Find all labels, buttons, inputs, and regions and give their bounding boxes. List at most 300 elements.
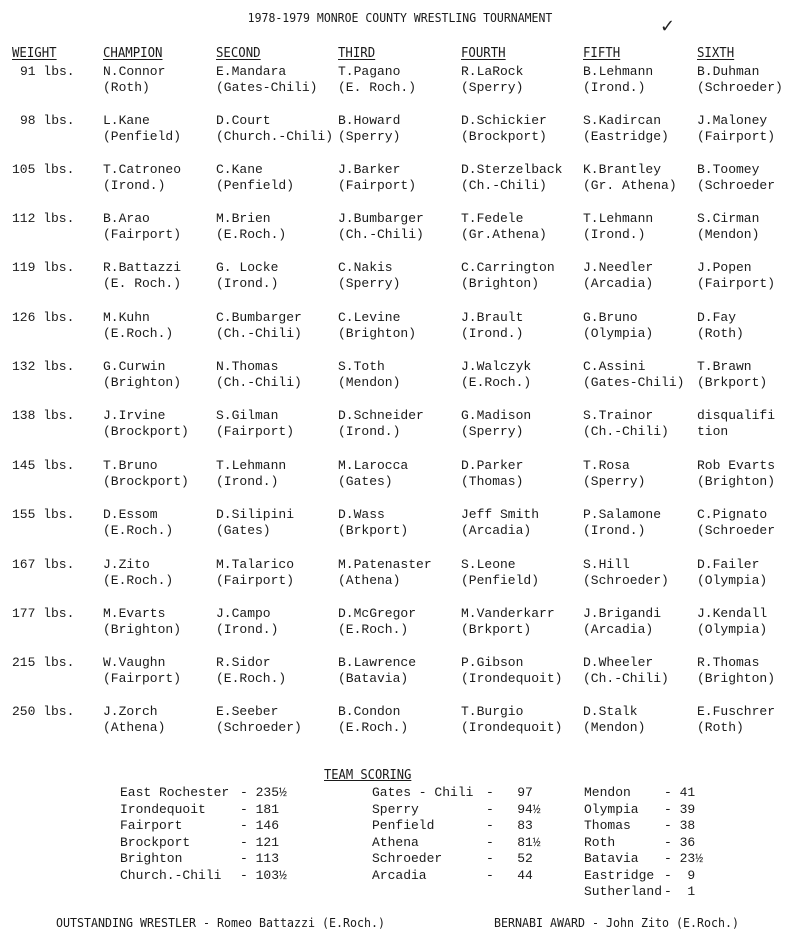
wrestler-name: Jeff Smith xyxy=(461,507,540,522)
wrestler-team: (E.Roch.) xyxy=(216,227,287,242)
weight-class: 132 lbs. xyxy=(12,359,75,374)
wrestler-name: D.Silipini xyxy=(216,507,295,522)
wrestler-team: (Brighton) xyxy=(338,326,417,341)
weight-class: 105 lbs. xyxy=(12,162,75,177)
wrestler-name: J.Barker xyxy=(338,162,401,177)
weight-class-row xyxy=(0,408,800,448)
wrestler-name: B.Arao xyxy=(103,211,150,226)
team-score: - 41 xyxy=(664,785,696,800)
wrestler-team: (Brighton) xyxy=(697,474,776,489)
place-third xyxy=(338,704,408,736)
wrestler-team: (Brockport) xyxy=(103,424,189,439)
wrestler-team: (Penfield) xyxy=(216,178,295,193)
place-fourth xyxy=(461,704,562,736)
place-champion xyxy=(103,606,181,638)
wrestler-team: (E.Roch.) xyxy=(338,720,409,735)
team-score-entry xyxy=(584,884,784,901)
wrestler-team: (Irond.) xyxy=(103,178,166,193)
wrestler-team: (E.Roch.) xyxy=(103,523,174,538)
wrestler-name: S.Cirman xyxy=(697,211,760,226)
wrestler-team: (Ch.-Chili) xyxy=(216,326,302,341)
place-third xyxy=(338,408,424,440)
place-fourth xyxy=(461,458,523,490)
wrestler-team: (Irond.) xyxy=(461,326,524,341)
wrestler-team: (Schroeder xyxy=(697,523,776,538)
place-sixth xyxy=(697,113,775,145)
team-score: - 235½ xyxy=(240,785,287,800)
wrestler-team: (Sperry) xyxy=(461,80,524,95)
place-sixth xyxy=(697,408,775,440)
team-score-entry xyxy=(372,802,572,819)
wrestler-name: T.Rosa xyxy=(583,458,630,473)
document-title: 1978-1979 MONROE COUNTY WRESTLING TOURNAMENT xyxy=(247,10,553,25)
team-score: - 36 xyxy=(664,834,696,850)
wrestler-name: R.LaRock xyxy=(461,64,524,79)
wrestler-name: J.Kendall xyxy=(697,606,768,621)
wrestler-team: (E.Roch.) xyxy=(103,573,174,588)
place-fourth xyxy=(461,64,523,96)
place-fourth xyxy=(461,359,531,391)
team-score: - 23½ xyxy=(664,851,704,866)
wrestler-team: (Arcadia) xyxy=(583,622,654,637)
wrestler-name: T.Brawn xyxy=(697,359,752,374)
place-fifth xyxy=(583,704,645,736)
weight-class: 167 lbs. xyxy=(12,557,75,572)
wrestler-name: P.Gibson xyxy=(461,655,524,670)
team-name: Fairport xyxy=(120,818,183,833)
place-champion xyxy=(103,704,165,736)
column-header-fifth: FIFTH xyxy=(583,46,621,61)
weight-class-row xyxy=(0,655,800,695)
wrestler-name: B.Lawrence xyxy=(338,655,417,670)
place-champion xyxy=(103,310,173,342)
wrestler-team: (Irond.) xyxy=(583,227,646,242)
wrestler-team: (Irondequoit) xyxy=(461,671,563,686)
team-name: Thomas xyxy=(584,818,631,833)
wrestler-name: disqualifi xyxy=(697,408,776,423)
wrestler-team: (E. Roch.) xyxy=(103,276,182,291)
weight-class: 98 lbs. xyxy=(20,113,75,128)
wrestler-name: J.Zorch xyxy=(103,704,158,719)
team-score-entry xyxy=(120,835,320,852)
place-champion xyxy=(103,211,181,243)
wrestler-name: M.Larocca xyxy=(338,458,409,473)
place-champion xyxy=(103,507,173,539)
wrestler-team: (Brighton) xyxy=(697,671,776,686)
place-fourth xyxy=(461,310,523,342)
place-champion xyxy=(103,64,165,96)
wrestler-team: (Fairport) xyxy=(216,424,295,439)
place-fifth xyxy=(583,310,653,342)
wrestler-name: J.Popen xyxy=(697,260,752,275)
place-second xyxy=(216,655,286,687)
team-scoring-column xyxy=(372,785,572,884)
wrestler-name: C.Nakis xyxy=(338,260,393,275)
wrestler-name: T.Bruno xyxy=(103,458,158,473)
wrestler-team: (Sperry) xyxy=(338,276,401,291)
place-second xyxy=(216,507,294,539)
wrestler-team: (Ch.-Chili) xyxy=(338,227,424,242)
wrestler-team: (Gates-Chili) xyxy=(216,80,318,95)
place-third xyxy=(338,310,416,342)
wrestler-team: (Brockport) xyxy=(461,129,547,144)
place-sixth xyxy=(697,655,775,687)
wrestler-name: J.Bumbarger xyxy=(338,211,424,226)
team-score: - 44 xyxy=(486,867,533,883)
wrestler-name: J.Brault xyxy=(461,310,524,325)
place-third xyxy=(338,211,424,243)
team-score: - 52 xyxy=(486,851,533,866)
wrestler-name: B.Condon xyxy=(338,704,401,719)
place-sixth xyxy=(697,606,767,638)
wrestler-name: S.Gilman xyxy=(216,408,279,423)
wrestler-team: (Brighton) xyxy=(461,276,540,291)
place-fifth xyxy=(583,655,669,687)
wrestler-team: (Olympia) xyxy=(697,573,768,588)
team-name: Brighton xyxy=(120,851,183,866)
place-fifth xyxy=(583,162,677,194)
place-fourth xyxy=(461,507,539,539)
place-fifth xyxy=(583,211,653,243)
team-score-entry xyxy=(584,818,784,835)
wrestler-name: D.Failer xyxy=(697,557,760,572)
wrestler-name: B.Duhman xyxy=(697,64,760,79)
wrestler-name: S.Kadircan xyxy=(583,113,662,128)
place-third xyxy=(338,162,416,194)
wrestler-team: (Penfield) xyxy=(103,129,182,144)
place-champion xyxy=(103,359,181,391)
wrestler-name: G.Curwin xyxy=(103,359,166,374)
wrestler-name: T.Lehmann xyxy=(583,211,654,226)
wrestler-name: N.Thomas xyxy=(216,359,279,374)
wrestler-name: D.Sterzelback xyxy=(461,162,563,177)
wrestler-name: M.Talarico xyxy=(216,557,295,572)
wrestler-name: G.Madison xyxy=(461,408,532,423)
wrestler-team: (Ch.-Chili) xyxy=(216,375,302,390)
team-score: - 97 xyxy=(486,785,533,800)
wrestler-name: Rob Evarts xyxy=(697,458,776,473)
place-fourth xyxy=(461,408,531,440)
team-score: - 1 xyxy=(664,884,696,899)
place-fifth xyxy=(583,507,661,539)
weight-class: 215 lbs. xyxy=(12,655,75,670)
wrestler-team: (Fairport) xyxy=(697,276,776,291)
weight-class-row xyxy=(0,359,800,399)
wrestler-name: M.Kuhn xyxy=(103,310,150,325)
team-score: - 83 xyxy=(486,818,533,833)
column-header-weight: WEIGHT xyxy=(12,46,57,61)
wrestler-name: C.Pignato xyxy=(697,507,768,522)
place-second xyxy=(216,359,302,391)
team-score-entry xyxy=(120,851,320,868)
wrestler-team: (E.Roch.) xyxy=(461,375,532,390)
place-third xyxy=(338,507,408,539)
wrestler-name: S.Hill xyxy=(583,557,630,572)
wrestler-name: M.Evarts xyxy=(103,606,166,621)
team-name: Mendon xyxy=(584,785,631,800)
team-name: Irondequoit xyxy=(120,801,206,817)
team-name: Sutherland xyxy=(584,884,663,899)
place-fourth xyxy=(461,655,562,687)
column-header-second: SECOND xyxy=(216,46,261,61)
place-sixth xyxy=(697,359,767,391)
place-fifth xyxy=(583,557,669,589)
wrestler-name: D.Essom xyxy=(103,507,158,522)
place-fourth xyxy=(461,113,547,145)
place-champion xyxy=(103,162,181,194)
place-fourth xyxy=(461,606,555,638)
team-name: Church.-Chili xyxy=(120,867,222,883)
wrestler-team: (Irondequoit) xyxy=(461,720,563,735)
wrestler-team: (Mendon) xyxy=(697,227,760,242)
wrestler-team: (Irond.) xyxy=(216,622,279,637)
wrestler-team: (Fairport) xyxy=(216,573,295,588)
wrestler-team: (Fairport) xyxy=(338,178,417,193)
team-name: Batavia xyxy=(584,851,639,866)
wrestler-name: B.Toomey xyxy=(697,162,760,177)
wrestler-name: J.Brigandi xyxy=(583,606,662,621)
weight-class-row xyxy=(0,557,800,597)
place-champion xyxy=(103,260,181,292)
wrestler-name: R.Thomas xyxy=(697,655,760,670)
team-score-entry xyxy=(584,851,784,868)
place-second xyxy=(216,704,302,736)
place-sixth xyxy=(697,704,775,736)
wrestler-name: L.Kane xyxy=(103,113,150,128)
wrestler-team: (Gr.Athena) xyxy=(461,227,547,242)
place-champion xyxy=(103,557,173,589)
wrestler-name: D.McGregor xyxy=(338,606,417,621)
wrestler-team: (Fairport) xyxy=(103,671,182,686)
place-fifth xyxy=(583,260,653,292)
weight-class: 112 lbs. xyxy=(12,211,75,226)
wrestler-team: (Penfield) xyxy=(461,573,540,588)
team-name: Athena xyxy=(372,834,419,850)
wrestler-team: tion xyxy=(697,424,729,439)
weight-class-row xyxy=(0,64,800,104)
place-champion xyxy=(103,655,181,687)
team-score-entry xyxy=(120,785,320,802)
wrestler-team: (Brighton) xyxy=(103,622,182,637)
team-name: East Rochester xyxy=(120,785,230,800)
team-score: - 146 xyxy=(240,818,280,833)
team-score: - 39 xyxy=(664,801,696,817)
wrestler-team: (Roth) xyxy=(697,720,744,735)
wrestler-name: C.Assini xyxy=(583,359,646,374)
wrestler-name: R.Sidor xyxy=(216,655,271,670)
wrestler-name: E.Seeber xyxy=(216,704,279,719)
place-third xyxy=(338,113,400,145)
team-name: Eastridge xyxy=(584,867,655,883)
team-score: - 9 xyxy=(664,867,696,883)
place-fifth xyxy=(583,113,669,145)
wrestler-name: C.Bumbarger xyxy=(216,310,302,325)
wrestler-name: R.Battazzi xyxy=(103,260,182,275)
place-second xyxy=(216,458,286,490)
place-second xyxy=(216,64,317,96)
bernabi-award: BERNABI AWARD - John Zito (E.Roch.) xyxy=(494,915,739,930)
team-score-entry xyxy=(584,835,784,852)
place-champion xyxy=(103,458,189,490)
wrestler-team: (Sperry) xyxy=(461,424,524,439)
team-name: Sperry xyxy=(372,801,419,817)
wrestler-team: (E.Roch.) xyxy=(103,326,174,341)
wrestler-name: G. Locke xyxy=(216,260,279,275)
place-fifth xyxy=(583,408,669,440)
place-third xyxy=(338,458,408,490)
place-third xyxy=(338,557,432,589)
team-score-entry xyxy=(584,785,784,802)
team-score-entry xyxy=(372,818,572,835)
place-fourth xyxy=(461,211,547,243)
wrestler-name: N.Connor xyxy=(103,64,166,79)
place-third xyxy=(338,359,400,391)
wrestler-name: T.Lehmann xyxy=(216,458,287,473)
place-third xyxy=(338,606,416,638)
wrestler-team: (Schroeder) xyxy=(697,80,783,95)
wrestler-team: (E.Roch.) xyxy=(216,671,287,686)
column-header-sixth: SIXTH xyxy=(697,46,735,61)
wrestler-name: T.Pagano xyxy=(338,64,401,79)
weight-class: 126 lbs. xyxy=(12,310,75,325)
outstanding-wrestler: OUTSTANDING WRESTLER - Romeo Battazzi (E.Roch.) xyxy=(56,915,385,930)
weight-class: 177 lbs. xyxy=(12,606,75,621)
wrestler-team: (Ch.-Chili) xyxy=(461,178,547,193)
wrestler-team: (Ch.-Chili) xyxy=(583,424,669,439)
wrestler-team: (Fairport) xyxy=(697,129,776,144)
weight-class-row xyxy=(0,458,800,498)
team-score-entry xyxy=(120,818,320,835)
wrestler-team: (Roth) xyxy=(697,326,744,341)
place-third xyxy=(338,64,416,96)
wrestler-name: J.Needler xyxy=(583,260,654,275)
wrestler-name: S.Leone xyxy=(461,557,516,572)
place-champion xyxy=(103,408,189,440)
weight-class-row xyxy=(0,310,800,350)
wrestler-name: D.Parker xyxy=(461,458,524,473)
place-second xyxy=(216,606,278,638)
team-name: Roth xyxy=(584,834,616,850)
place-fourth xyxy=(461,260,555,292)
team-score-entry xyxy=(372,835,572,852)
place-third xyxy=(338,655,416,687)
weight-class-row xyxy=(0,606,800,646)
place-sixth xyxy=(697,557,767,589)
wrestler-name: D.Schickier xyxy=(461,113,547,128)
wrestler-name: W.Vaughn xyxy=(103,655,166,670)
weight-class-row xyxy=(0,704,800,744)
weight-class: 250 lbs. xyxy=(12,704,75,719)
wrestler-name: B.Howard xyxy=(338,113,401,128)
wrestler-team: (Gr. Athena) xyxy=(583,178,677,193)
wrestler-team: (E.Roch.) xyxy=(338,622,409,637)
wrestler-name: D.Stalk xyxy=(583,704,638,719)
wrestler-team: (Schroeder) xyxy=(216,720,302,735)
wrestler-team: (Church.-Chili) xyxy=(216,129,334,144)
wrestler-name: D.Schneider xyxy=(338,408,424,423)
team-name: Brockport xyxy=(120,834,191,850)
team-name: Penfield xyxy=(372,818,435,833)
team-score: - 121 xyxy=(240,834,280,850)
wrestler-name: T.Burgio xyxy=(461,704,524,719)
wrestler-name: S.Trainor xyxy=(583,408,654,423)
place-fifth xyxy=(583,606,661,638)
place-second xyxy=(216,260,278,292)
wrestler-team: (Olympia) xyxy=(697,622,768,637)
team-score-entry xyxy=(120,868,320,885)
team-score-entry xyxy=(372,868,572,885)
team-name: Gates - Chili xyxy=(372,785,474,800)
column-header-third: THIRD xyxy=(338,46,376,61)
wrestler-team: (Gates) xyxy=(216,523,271,538)
place-fifth xyxy=(583,458,645,490)
wrestler-team: (Gates-Chili) xyxy=(583,375,685,390)
place-sixth xyxy=(697,310,744,342)
place-sixth xyxy=(697,211,759,243)
team-score: - 94½ xyxy=(486,801,541,817)
team-score: - 103½ xyxy=(240,867,287,883)
wrestler-team: (Mendon) xyxy=(338,375,401,390)
weight-class-row xyxy=(0,211,800,251)
team-scoring-column xyxy=(584,785,784,901)
place-sixth xyxy=(697,507,775,539)
place-sixth xyxy=(697,458,775,490)
team-score-entry xyxy=(372,851,572,868)
wrestler-team: (Brockport) xyxy=(103,474,189,489)
wrestler-team: (Irond.) xyxy=(583,523,646,538)
place-third xyxy=(338,260,400,292)
place-fourth xyxy=(461,557,539,589)
wrestler-name: C.Kane xyxy=(216,162,263,177)
wrestler-team: (Schroeder xyxy=(697,178,776,193)
wrestler-team: (Schroeder) xyxy=(583,573,669,588)
team-score: - 38 xyxy=(664,818,696,833)
team-name: Olympia xyxy=(584,801,639,817)
wrestler-name: J.Zito xyxy=(103,557,150,572)
weight-class: 119 lbs. xyxy=(12,260,75,275)
wrestler-team: (Arcadia) xyxy=(461,523,532,538)
wrestler-name: D.Fay xyxy=(697,310,737,325)
place-sixth xyxy=(697,260,775,292)
wrestler-team: (Fairport) xyxy=(103,227,182,242)
place-sixth xyxy=(697,162,775,194)
team-name: Schroeder xyxy=(372,851,443,866)
weight-class-row xyxy=(0,162,800,202)
wrestler-team: (Athena) xyxy=(338,573,401,588)
column-header-champion: CHAMPION xyxy=(103,46,163,61)
weight-class-row xyxy=(0,113,800,153)
wrestler-team: (Gates) xyxy=(338,474,393,489)
team-score: - 113 xyxy=(240,851,280,866)
wrestler-name: D.Wass xyxy=(338,507,385,522)
place-second xyxy=(216,162,294,194)
wrestler-name: J.Walczyk xyxy=(461,359,532,374)
wrestler-team: (Ch.-Chili) xyxy=(583,671,669,686)
place-fifth xyxy=(583,359,684,391)
weight-class-row xyxy=(0,260,800,300)
wrestler-team: (Brighton) xyxy=(103,375,182,390)
column-header-fourth: FOURTH xyxy=(461,46,506,61)
wrestler-name: T.Fedele xyxy=(461,211,524,226)
wrestler-name: S.Toth xyxy=(338,359,385,374)
wrestler-team: (Arcadia) xyxy=(583,276,654,291)
wrestler-team: (Sperry) xyxy=(338,129,401,144)
wrestler-name: J.Irvine xyxy=(103,408,166,423)
wrestler-name: E.Mandara xyxy=(216,64,287,79)
wrestler-name: T.Catroneo xyxy=(103,162,182,177)
wrestler-name: C.Levine xyxy=(338,310,401,325)
team-scoring-column xyxy=(120,785,320,884)
